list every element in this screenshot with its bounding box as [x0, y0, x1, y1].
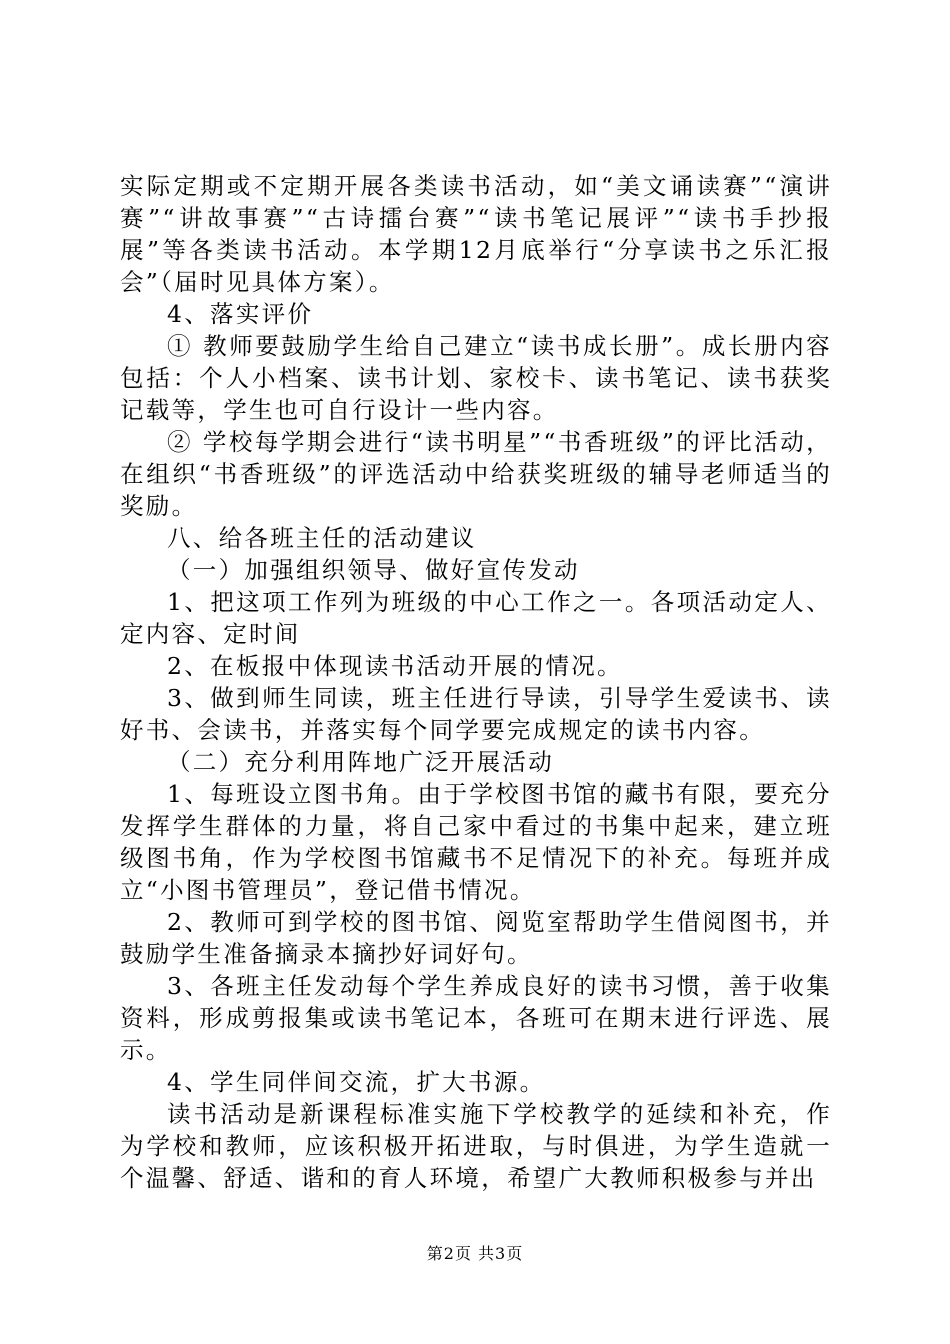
- document-body: [120, 170, 832, 1194]
- paragraph-book-corner: 1、每班设立图书角。由于学校图书馆的藏书有限，要充分发挥学生群体的力量，将自己家中看过的书集中起来，建立班级图书角，作为学校图书馆藏书不足情况下的补充。每班并成立“小图书管理员”，登记借书情况。: [120, 780, 832, 904]
- paragraph-reading-habits: 3、各班主任发动每个学生养成良好的读书习惯，善于收集资料，形成剪报集或读书笔记本，各班可在期末进行评选、展示。: [120, 972, 832, 1064]
- heading-subsection-two: （二）充分利用阵地广泛开展活动: [167, 748, 554, 776]
- heading-section-eight: 八、给各班主任的活动建议: [167, 524, 477, 552]
- paragraph-peer-exchange: 4、学生同伴间交流，扩大书源。: [167, 1068, 546, 1096]
- page-number-footer: 第2页 共3页: [426, 1244, 524, 1263]
- heading-evaluation: 4、落实评价: [167, 300, 314, 328]
- paragraph-item-2: 2、在板报中体现读书活动开展的情况。: [167, 652, 623, 680]
- paragraph-item-1: 1、把这项工作列为班级的中心工作之一。各项活动定人、定内容、定时间: [120, 588, 832, 648]
- paragraph-growth-book: ① 教师要鼓励学生给自己建立“读书成长册”。成长册内容包括：个人小档案、读书计划、家校卡、读书笔记、读书获奖记载等，学生也可自行设计一些内容。: [120, 332, 832, 424]
- paragraph-item-3: 3、做到师生同读，班主任进行导读，引导学生爱读书、读好书、会读书，并落实每个同学要完成规定的读书内容。: [120, 684, 832, 744]
- paragraph-continued-activities: 实际定期或不定期开展各类读书活动，如“美文诵读赛”“演讲赛”“讲故事赛”“古诗擂台赛”“读书笔记展评”“读书手抄报展”等各类读书活动。本学期12月底举行“分享读书之乐汇报会”（届时见具体方案）。: [120, 172, 832, 296]
- paragraph-library-borrowing: 2、教师可到学校的图书馆、阅览室帮助学生借阅图书，并鼓励学生准备摘录本摘抄好词好句。: [120, 908, 832, 968]
- paragraph-conclusion: 读书活动是新课程标准实施下学校教学的延续和补充，作为学校和教师，应该积极开拓进取，与时俱进，为学生造就一个温馨、舒适、谐和的育人环境，希望广大教师积极参与并出: [120, 1100, 832, 1192]
- heading-subsection-one: （一）加强组织领导、做好宣传发动: [167, 556, 580, 584]
- paragraph-reading-star: ② 学校每学期会进行“读书明星”“书香班级”的评比活动，在组织“书香班级”的评选活动中给获奖班级的辅导老师适当的奖励。: [120, 428, 832, 520]
